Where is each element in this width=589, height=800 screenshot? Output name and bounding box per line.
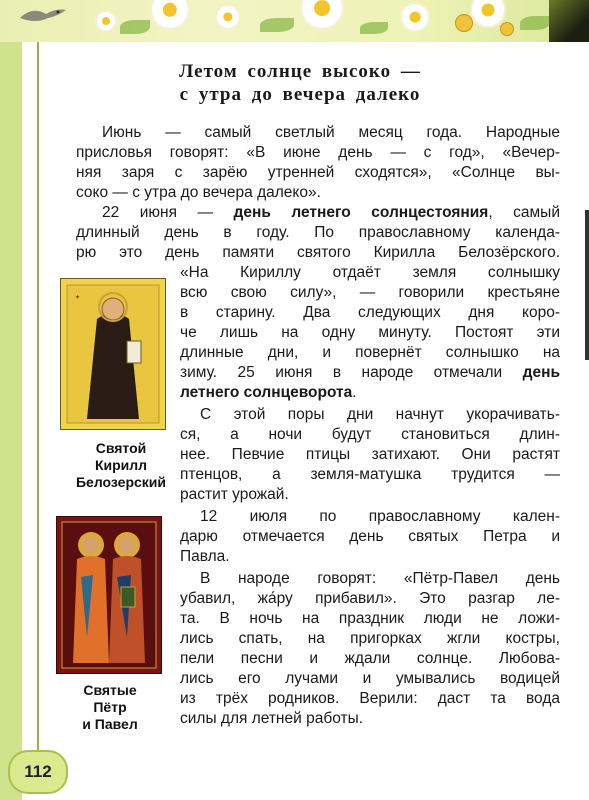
icon-saints-peter-paul-image [56, 516, 162, 674]
caption-saints-peter-paul: Святые Пётр и Павел [82, 682, 138, 732]
text-line: нее. Певчие птицы затихают. Они растят [180, 446, 560, 463]
caption-saint-kirill: Святой Кирилл Белозерский [75, 440, 167, 490]
left-margin-band [0, 42, 22, 800]
text-line: 12 июля по православному кален- [200, 508, 560, 525]
banner-corner [549, 0, 589, 42]
text-line: няя заря с зарёю утренней сходятся», «Солнце вы- [76, 164, 560, 181]
text-line: длинный день в году. По православному календа- [76, 224, 560, 241]
text-line: Июнь — самый светлый месяц года. Народные [102, 124, 560, 141]
text-line: летнего солнцеворота. [180, 384, 357, 401]
text-line: пели песни и ждали солнце. Любова- [180, 650, 560, 667]
text-line: присловья говорят: «В июне день — с год», «Вечер- [76, 144, 560, 161]
text-line: зиму. 25 июня в народе отмечали день [180, 364, 560, 381]
text-line: длинные дни, и повернёт солнышко на [180, 344, 560, 361]
page-edge-shadow [585, 210, 589, 360]
text-line: соко — с утра до вечера далеко». [76, 184, 321, 201]
text-line: 22 июня — день летнего солнцестояния, самый [102, 204, 560, 221]
page-number-badge [8, 750, 68, 794]
text-line: С этой поры дни начнут укорачивать- [200, 406, 560, 423]
text-line: птенцов, а земля-матушка трудится — [180, 466, 560, 483]
text-line: В народе говорят: «Пётр-Павел день [200, 570, 560, 587]
icon-saint-kirill-image [60, 278, 166, 430]
title-line-1: Летом солнце высоко — [179, 61, 421, 82]
margin-rule [37, 42, 39, 752]
text-line: силы для летней работы. [180, 710, 364, 727]
text-line: из трёх родников. Верили: даст та вода [180, 690, 560, 707]
text-line: Павла. [180, 548, 230, 565]
text-line: растит урожай. [180, 486, 289, 503]
title-line-2: с утра до вечера далеко [179, 84, 421, 105]
text-line: че лишь на одну минуту. Постоят эти [180, 324, 560, 341]
text-line: лись спать, на пригорках жгли костры, [180, 630, 560, 647]
text-line: ся, а ночи будут становиться длин- [180, 426, 560, 443]
text-line: «На Кириллу отдаёт земля солнышку [180, 264, 560, 281]
decorative-banner [0, 0, 589, 42]
text-line: рю это день памяти святого Кирилла Белозёрского. [76, 244, 560, 261]
term-solstice-turn: летнего солнцеворота [180, 384, 353, 401]
text-line: дарю отмечается день святых Петра и [180, 528, 560, 545]
text-line: убавил, жа́ру прибавил». Это разгар ле- [180, 590, 560, 607]
text-line: всю свою силу», — говорили крестьяне [180, 284, 560, 301]
bird-icon [18, 4, 68, 28]
text-line: та. В ночь на праздник люди не ложи- [180, 610, 560, 627]
text-line: лись его лучами и умывались водицей [180, 670, 560, 687]
page-title [160, 60, 440, 106]
page-number: 112 [24, 762, 52, 781]
text-line: в старину. Два следующих дня коро- [180, 304, 560, 321]
term-solstice: день летнего солнцестояния [233, 204, 489, 221]
svg-text:✦: ✦ [75, 294, 81, 301]
term-day: день [522, 364, 560, 381]
